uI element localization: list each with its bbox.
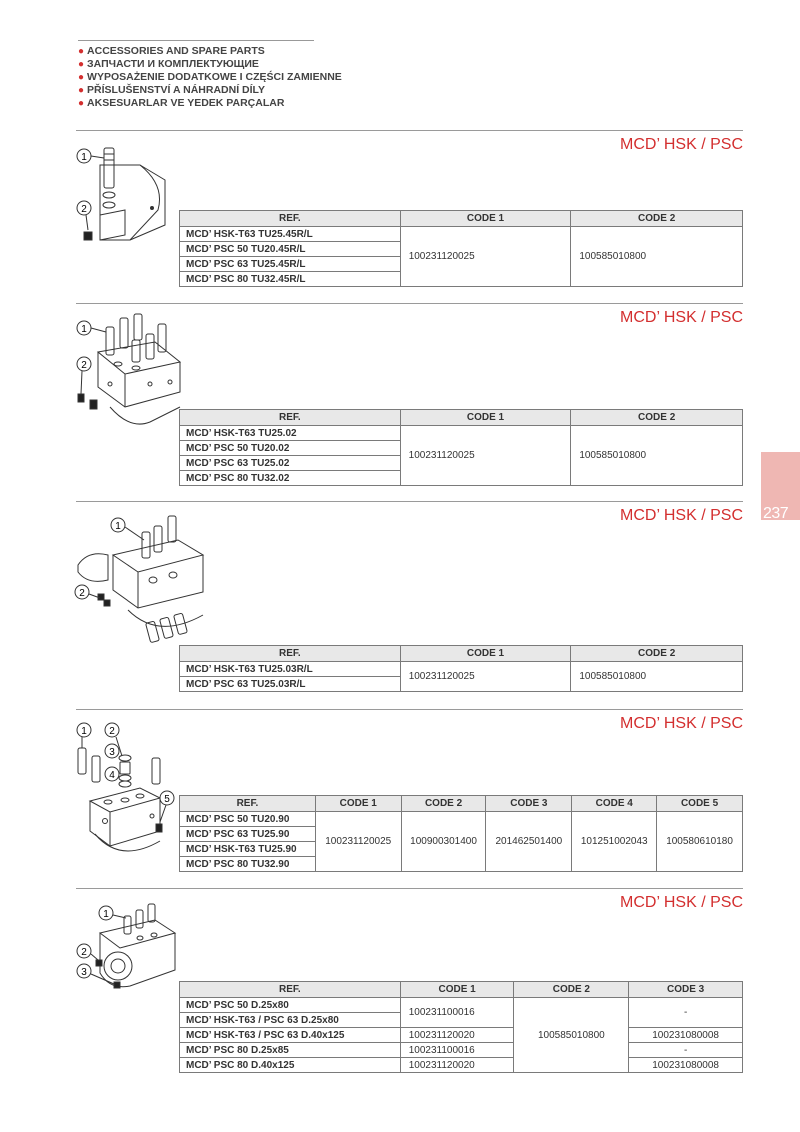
code2-cell: 100900301400 [401,812,486,872]
col-code1: CODE 1 [315,796,401,812]
callout-1: 1 [115,521,121,532]
tool-holder-drawing [70,898,185,998]
parts-table-2 [179,409,743,486]
ref-cell: MCD’ PSC 80 D.40x125 [180,1058,401,1073]
code2-cell: 100585010800 [571,426,743,486]
bullet-icon: ● [78,72,85,83]
section-title: MCD’ HSK / PSC [620,309,743,326]
ref-cell: MCD’ PSC 63 TU25.03R/L [180,677,401,692]
tool-holder-drawing [70,716,182,864]
ref-cell: MCD’ HSK-T63 TU25.02 [180,426,401,441]
col-code1: CODE 1 [400,646,571,662]
col-code2: CODE 2 [514,982,629,998]
col-code2: CODE 2 [401,796,486,812]
col-ref: REF. [180,796,316,812]
col-ref: REF. [180,211,401,227]
col-ref: REF. [180,410,401,426]
col-code1: CODE 1 [400,982,514,998]
ref-cell: MCD’ PSC 63 TU25.45R/L [180,257,401,272]
col-code3: CODE 3 [629,982,743,998]
callout-2: 2 [109,726,115,737]
code1-cell: 100231100016 [400,1043,514,1058]
code1-cell: 100231120025 [400,227,571,287]
parts-table-3 [179,645,743,692]
code2-cell: 100585010800 [514,998,629,1073]
code3-cell: - [629,1043,743,1058]
callout-1: 1 [81,726,87,737]
callout-2: 2 [79,588,85,599]
code3-cell: - [629,998,743,1028]
code3-cell: 201462501400 [486,812,572,872]
col-code1: CODE 1 [400,410,571,426]
section-title: MCD’ HSK / PSC [620,715,743,732]
callout-2: 2 [81,360,87,371]
ref-cell: MCD’ HSK-T63 TU25.03R/L [180,662,401,677]
callout-5: 5 [164,794,170,805]
callout-3: 3 [109,747,115,758]
parts-table-5 [179,981,743,1073]
callout-4: 4 [109,770,115,781]
tool-holder-drawing [70,312,185,430]
code1-cell: 100231120025 [315,812,401,872]
page-number: 237 [763,505,789,522]
header-line-en: ● ACCESSORIES AND SPARE PARTS [78,45,265,57]
code1-cell: 100231100016 [400,998,514,1028]
col-code1: CODE 1 [400,211,571,227]
ref-cell: MCD’ PSC 80 TU32.90 [180,857,316,872]
section-title: MCD’ HSK / PSC [620,894,743,911]
header-line-tr: ● AKSESUARLAR VE YEDEK PARÇALAR [78,97,285,109]
ref-cell: MCD’ PSC 80 TU32.45R/L [180,272,401,287]
col-code3: CODE 3 [486,796,572,812]
col-code2: CODE 2 [571,410,743,426]
callout-1: 1 [81,324,87,335]
col-ref: REF. [180,646,401,662]
section-header [78,40,342,110]
ref-cell: MCD’ PSC 63 TU25.02 [180,456,401,471]
col-code2: CODE 2 [571,211,743,227]
ref-cell: MCD’ PSC 63 TU25.90 [180,827,316,842]
section-title: MCD’ HSK / PSC [620,507,743,524]
parts-table-4 [179,795,743,872]
code2-cell: 100585010800 [571,662,743,692]
ref-cell: MCD’ PSC 50 TU20.45R/L [180,242,401,257]
ref-cell: MCD’ PSC 50 TU20.02 [180,441,401,456]
callout-3: 3 [81,967,87,978]
code3-cell: 100231080008 [629,1028,743,1043]
tool-holder-drawing [70,140,180,260]
callout-2: 2 [81,204,87,215]
callout-2: 2 [81,947,87,958]
ref-cell: MCD’ HSK-T63 TU25.45R/L [180,227,401,242]
col-code5: CODE 5 [657,796,743,812]
ref-cell: MCD’ HSK-T63 / PSC 63 D.25x80 [180,1013,401,1028]
ref-cell: MCD’ PSC 80 D.25x85 [180,1043,401,1058]
code2-cell: 100585010800 [571,227,743,287]
parts-table-1 [179,210,743,287]
header-line-ru: ● ЗАПЧАСТИ И КОМПЛЕКТУЮЩИЕ [78,58,259,70]
code1-cell: 100231120020 [400,1058,514,1073]
header-line-pl: ● WYPOSAŻENIE DODATKOWE I CZĘŚCI ZAMIENNE [78,71,342,83]
col-code4: CODE 4 [572,796,657,812]
col-code2: CODE 2 [571,646,743,662]
code1-cell: 100231120025 [400,662,571,692]
ref-cell: MCD’ PSC 80 TU32.02 [180,471,401,486]
callout-1: 1 [103,909,109,920]
bullet-icon: ● [78,98,85,109]
code4-cell: 101251002043 [572,812,657,872]
page-number-tab [761,452,800,520]
col-ref: REF. [180,982,401,998]
code1-cell: 100231120020 [400,1028,514,1043]
bullet-icon: ● [78,46,85,57]
ref-cell: MCD’ PSC 50 TU20.90 [180,812,316,827]
callout-1: 1 [81,152,87,163]
ref-cell: MCD’ HSK-T63 TU25.90 [180,842,316,857]
ref-cell: MCD’ HSK-T63 / PSC 63 D.40x125 [180,1028,401,1043]
bullet-icon: ● [78,85,85,96]
code3-cell: 100231080008 [629,1058,743,1073]
code5-cell: 100580610180 [657,812,743,872]
tool-holder-drawing [68,510,218,652]
ref-cell: MCD’ PSC 50 D.25x80 [180,998,401,1013]
bullet-icon: ● [78,59,85,70]
section-title: MCD’ HSK / PSC [620,136,743,153]
code1-cell: 100231120025 [400,426,571,486]
header-line-cz: ● PŘÍSLUŠENSTVÍ A NÁHRADNÍ DÍLY [78,84,265,96]
